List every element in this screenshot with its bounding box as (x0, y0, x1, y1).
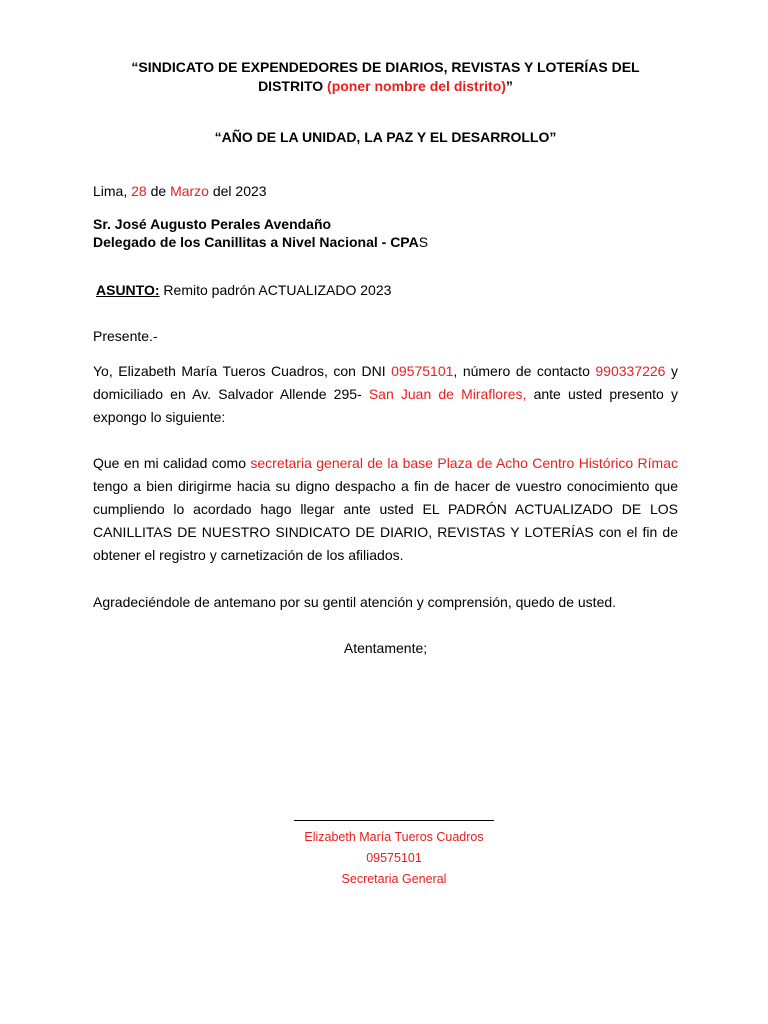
recipient-title-bold: Delegado de los Canillitas a Nivel Nacional - CPA (93, 234, 419, 250)
year-motto: “AÑO DE LA UNIDAD, LA PAZ Y EL DESARROLLO” (214, 129, 557, 145)
letter-header (93, 58, 678, 96)
header-line-2 (93, 77, 678, 96)
signature-name: Elizabeth María Tueros Cuadros (304, 830, 484, 844)
header-close-quote: ” (505, 78, 513, 94)
signature-line (294, 820, 494, 821)
header-line-1: “SINDICATO DE EXPENDEDORES DE DIARIOS, REVISTAS Y LOTERÍAS DEL (131, 59, 640, 75)
recipient-name: Sr. José Augusto Perales Avendaño (93, 216, 332, 232)
body-text-2: tengo a bien dirigirme hacia su digno despacho a fin de hacer de vuestro conocimiento que cumpliendo lo acordado hago llegar ante usted EL PADRÓN ACTUALIZADO DE LOS CANILLITAS DE NUESTRO SINDICATO DE DIARIO, REVISTAS Y LOTERÍAS con el fin de obtener el registro y carnetización de los afiliados. (93, 478, 678, 563)
signature-role: Secretaria General (341, 872, 447, 886)
recipient-block (93, 215, 678, 251)
intro-dni: 09575101 (391, 363, 454, 379)
date-line (93, 180, 678, 203)
greeting: Presente.- (93, 328, 158, 344)
intro-text-1: Yo, Elizabeth María Tueros Cuadros, con DNI (93, 363, 392, 379)
closing: Atentamente; (343, 640, 428, 656)
intro-district: San Juan de Miraflores, (368, 386, 527, 402)
subject-text: Remito padrón ACTUALIZADO 2023 (159, 282, 392, 298)
header-district-label: DISTRITO (258, 78, 328, 94)
date-de: de (146, 183, 171, 199)
date-year: del 2023 (208, 183, 267, 199)
thanks-paragraph: Agradeciéndole de antemano por su gentil atención y comprensión, quedo de usted. (93, 594, 617, 610)
date-day: 28 (131, 183, 147, 199)
intro-text-2: , número de contacto (453, 363, 596, 379)
signature-block (244, 827, 544, 890)
intro-text-4: ante usted presento y expongo lo siguiente: (93, 386, 678, 425)
body-role: secretaria general de la base Plaza de Acho Centro Histórico Rímac (250, 455, 678, 471)
recipient-title (93, 233, 678, 251)
intro-text-3: y domiciliado en Av. Salvador Allende 295- (93, 363, 678, 402)
date-city: Lima, (93, 183, 132, 199)
body-paragraph (93, 452, 678, 567)
body-text-1: Que en mi calidad como (93, 455, 251, 471)
subject-label: ASUNTO: (96, 282, 160, 298)
header-district-placeholder: (poner nombre del distrito) (327, 78, 506, 94)
intro-paragraph (93, 360, 678, 429)
intro-phone: 990337226 (595, 363, 666, 379)
subject-line (96, 279, 681, 302)
signature-dni: 09575101 (366, 851, 422, 865)
recipient-title-tail: S (418, 234, 429, 250)
date-month: Marzo (170, 183, 209, 199)
